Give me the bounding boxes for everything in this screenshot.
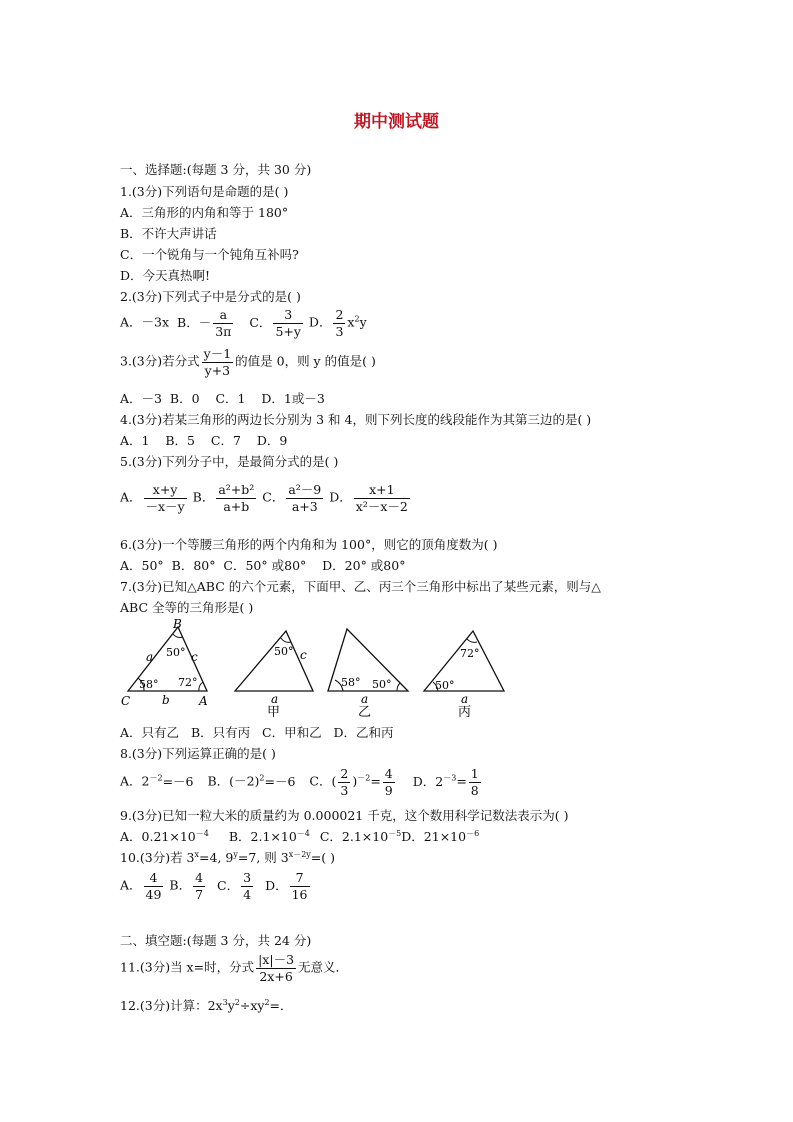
triangle-yi	[328, 629, 408, 691]
triangle-figures	[115, 615, 515, 725]
option-a: A．2	[120, 773, 150, 789]
exponent: 2	[234, 998, 240, 1007]
exponent: 2	[354, 314, 360, 324]
stem-text: 11.(3分)当 x=时，分式	[120, 959, 255, 975]
paren: )	[352, 773, 358, 789]
question-12-stem	[120, 996, 293, 1014]
option-b-tail: =－6	[264, 773, 296, 789]
angle-a-arc	[199, 682, 203, 691]
question-1-option-b: B．不许大声讲话	[120, 226, 217, 241]
numerator: 4	[384, 766, 393, 781]
label-angle-b: 50°	[166, 646, 186, 659]
angle-arc	[467, 639, 477, 642]
numerator: y－1	[203, 346, 232, 361]
denominator: 4	[243, 886, 252, 902]
question-4-options: A．1 B．5 C．7 D．9	[120, 433, 288, 448]
question-5-stem: 5.(3分)下列分子中，是最简分式的是( )	[120, 454, 339, 469]
denominator: 49	[145, 886, 162, 902]
option-prefix: B．	[192, 489, 215, 505]
fraction	[241, 870, 253, 902]
denominator: y+3	[204, 362, 231, 378]
label-side-a: a	[146, 650, 154, 664]
exponent: 2	[264, 998, 270, 1007]
option-prefix: D．	[329, 489, 352, 505]
label-angle: 72°	[460, 647, 480, 660]
exponent: －6	[466, 829, 480, 838]
triangle-name-jia: 甲	[267, 705, 281, 720]
denominator: 7	[195, 886, 204, 902]
option-a-tail: =－6	[162, 773, 194, 789]
question-6-options: A．50° B．80° C．50° 或80° D．20° 或80°	[120, 558, 406, 573]
label-side-c: c	[191, 650, 198, 664]
numerator: 2	[335, 307, 344, 322]
numerator: a	[213, 307, 233, 324]
label-vertex-b: B	[173, 617, 182, 631]
numerator: 4	[144, 870, 164, 887]
equals: =	[456, 773, 467, 789]
question-11-stem	[120, 952, 348, 984]
option-d-prefix: D．	[308, 314, 332, 330]
denominator: a+3	[291, 498, 318, 514]
exponent: y	[233, 850, 238, 859]
denominator: 5+y	[275, 323, 301, 339]
numerator: x+1	[354, 482, 410, 499]
numerator: 2	[340, 766, 349, 781]
label-angle: 50°	[372, 678, 392, 691]
question-7-stem-line1: 7.(3分)已知△ABC 的六个元素，下面甲、乙、丙三个三角形中标出了某些元素，则与△	[120, 579, 601, 594]
section-header-choice: 一、选择题:(每题 3 分，共 30 分)	[120, 162, 312, 177]
denominator: 16	[291, 886, 308, 902]
exponent: x	[194, 850, 200, 859]
stem-text: =4, 9	[199, 850, 234, 865]
stem-text: =．	[269, 998, 293, 1013]
fraction	[144, 482, 187, 514]
denominator: －x－y	[145, 498, 185, 514]
question-1-option-d: D．今天真热啊!	[120, 268, 211, 283]
exponent: －3	[443, 773, 457, 783]
question-6-stem: 6.(3分)一个等腰三角形的两个内角和为 100°，则它的顶角度数为( )	[120, 537, 498, 552]
triangle-name-bing: 丙	[458, 705, 472, 720]
question-7-options: A．只有乙 B．只有丙 C．甲和乙 D．乙和丙	[120, 725, 394, 740]
numerator: 4	[195, 870, 204, 885]
triangle-name-yi: 乙	[358, 705, 372, 720]
fraction	[338, 766, 350, 798]
exponent: －4	[195, 829, 209, 838]
option-d: D．21×10	[401, 829, 467, 844]
label-angle: 58°	[341, 676, 361, 689]
option-c-prefix: C．	[249, 314, 272, 330]
page-title: 期中测试题	[354, 112, 439, 132]
stem-text: 3.(3分)若分式	[120, 353, 200, 369]
numerator: a²+b²	[218, 482, 255, 497]
fraction	[333, 307, 345, 339]
question-5-options	[120, 482, 412, 514]
question-1-stem: 1.(3分)下列语句是命题的是( )	[120, 184, 289, 199]
question-9-stem: 9.(3分)已知一粒大米的质量约为 0.000021 千克，这个数用科学记数法表示为( )	[120, 808, 569, 823]
option-d-prefix: D．2	[412, 773, 444, 789]
fraction	[144, 870, 164, 902]
question-8-stem: 8.(3分)下列运算正确的是( )	[120, 746, 276, 761]
denominator: 2x+6	[259, 968, 293, 984]
option-prefix: B．	[169, 877, 192, 893]
label-vertex-a: A	[199, 694, 208, 708]
option-c: C．2.1×10	[319, 829, 389, 844]
fraction	[256, 952, 296, 984]
stem-text: 无意义．	[298, 959, 349, 975]
denominator: 3	[335, 323, 344, 339]
question-1-option-c: C．一个锐角与一个钝角互补吗?	[120, 247, 299, 262]
option-prefix: D．	[265, 877, 288, 893]
fraction	[193, 870, 205, 902]
fraction	[286, 482, 323, 514]
fraction	[213, 307, 233, 339]
var: y	[359, 314, 367, 330]
option-prefix: C．	[217, 877, 240, 893]
numerator: 1	[470, 766, 479, 781]
option-a: A．0.21×10	[120, 829, 196, 844]
exponent: x－2y	[288, 850, 311, 859]
option-a: A．－3x	[120, 314, 170, 330]
fraction	[216, 482, 256, 514]
question-3-options: A．－3 B．0 C．1 D．1或－3	[120, 391, 325, 406]
numerator: x+y	[144, 482, 187, 499]
numerator: 7	[290, 870, 310, 887]
fraction	[469, 766, 481, 798]
numerator: |x|－3	[258, 952, 295, 967]
stem-text: y	[227, 998, 235, 1013]
numerator: 3	[273, 307, 303, 324]
option-prefix: A．	[120, 489, 142, 505]
denominator: x²－x－2	[355, 498, 408, 514]
question-4-stem: 4.(3分)若某三角形的两边长分别为 3 和 4，则下列长度的线段能作为其第三边的是( )	[120, 412, 592, 427]
stem-text: ÷xy	[239, 998, 265, 1013]
fraction	[290, 870, 310, 902]
option-prefix: C．	[262, 489, 285, 505]
exponent: 2	[259, 773, 265, 783]
stem-text: 10.(3分)若 3	[120, 850, 195, 865]
section-header-fill: 二、填空题:(每题 3 分，共 24 分)	[120, 933, 312, 948]
label-angle: 50°	[274, 645, 294, 658]
question-8-options	[120, 766, 483, 798]
label-angle: 50°	[435, 679, 455, 692]
question-10-options	[120, 870, 312, 902]
label-vertex-c: C	[121, 694, 131, 708]
exponent: －4	[296, 829, 310, 838]
denominator: 9	[384, 782, 393, 798]
denominator: 3π	[215, 323, 232, 339]
label-side: a	[361, 692, 369, 706]
fraction	[354, 482, 410, 514]
question-7-stem-line2: ABC 全等的三角形是( )	[120, 600, 254, 615]
question-10-stem	[120, 848, 335, 866]
exponent: －2	[149, 773, 163, 783]
stem-text: 的值是 0，则 y 的值是( )	[235, 353, 376, 369]
stem-text: =( )	[310, 850, 336, 865]
exponent: －2	[357, 773, 371, 783]
label-angle-c: 58°	[139, 678, 159, 691]
label-side: a	[461, 692, 469, 706]
exponent: 3	[222, 998, 228, 1007]
numerator: a²－9	[288, 482, 322, 497]
exponent: －5	[388, 829, 402, 838]
question-3-stem	[120, 346, 376, 378]
option-b-prefix: B．－	[177, 314, 212, 330]
fraction	[273, 307, 303, 339]
label-side: c	[300, 648, 307, 662]
option-c-prefix: C．(	[309, 773, 337, 789]
label-side: a	[271, 692, 279, 706]
var: x	[347, 314, 355, 330]
stem-text: =7, 则 3	[237, 850, 289, 865]
label-angle-a: 72°	[178, 676, 198, 689]
fraction	[383, 766, 395, 798]
fraction	[202, 346, 234, 378]
option-prefix: A．	[120, 877, 142, 893]
denominator: a+b	[223, 498, 250, 514]
numerator: 3	[243, 870, 252, 885]
equals: =	[370, 773, 381, 789]
label-side-b: b	[162, 693, 170, 707]
option-b: B．2.1×10	[228, 829, 297, 844]
angle-arc	[397, 683, 400, 691]
denominator: 8	[470, 782, 479, 798]
question-2-stem: 2.(3分)下列式子中是分式的是( )	[120, 289, 301, 304]
option-b: B．(－2)	[207, 773, 260, 789]
denominator: 3	[340, 782, 349, 798]
question-1-option-a: A．三角形的内角和等于 180°	[120, 205, 289, 220]
stem-text: 12.(3分)计算：2x	[120, 998, 223, 1013]
question-2-options	[120, 307, 367, 339]
question-9-options	[120, 827, 479, 845]
